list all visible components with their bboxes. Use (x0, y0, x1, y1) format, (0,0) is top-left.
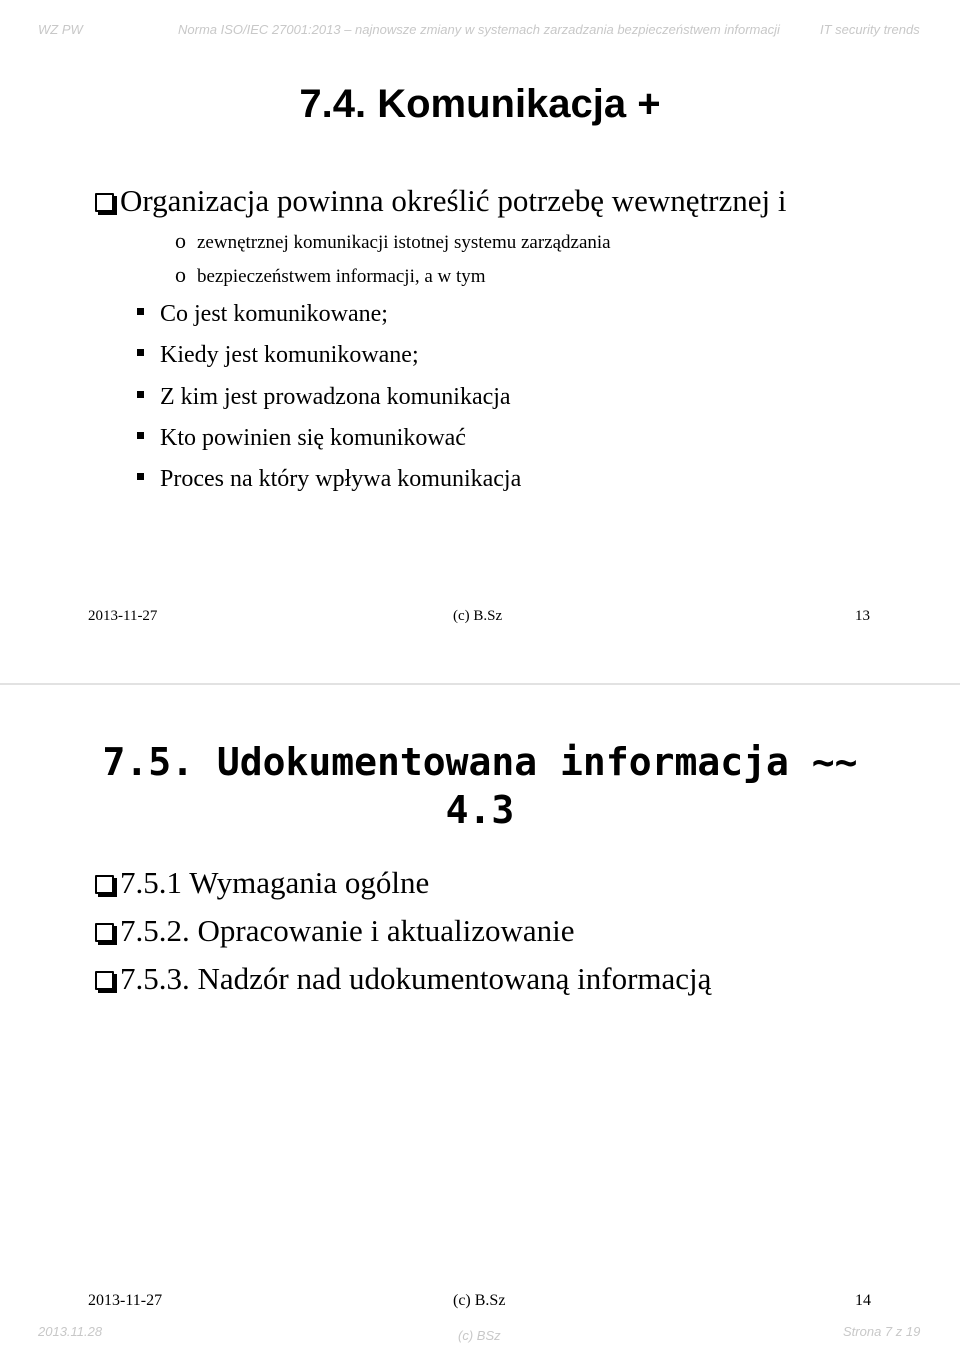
slide13-sub-point (175, 228, 611, 254)
slide13-footer-date: 2013-11-27 (88, 608, 158, 624)
slide13-list-item (137, 384, 511, 411)
slide13-list-item (137, 342, 419, 369)
page-header-right: IT security trends (820, 22, 920, 37)
page-header-left: WZ PW (38, 22, 83, 37)
circle-bullet-icon: o (175, 262, 186, 287)
slide14-list-item-text: 7.5.2. Opracowanie i aktualizowanie (120, 913, 575, 948)
slide13-sub-point-text: bezpieczeństwem informacji, a w tym (197, 266, 486, 287)
slide13-sub-point (175, 262, 486, 288)
square-bullet-icon (137, 473, 144, 480)
slide14-footer-author: (c) B.Sz (453, 1292, 506, 1309)
slide13-list-item (137, 466, 521, 493)
page-footer-center: (c) BSz (458, 1328, 501, 1343)
slide14-title-line2: 4.3 (445, 788, 515, 832)
checkbox-bullet-icon (95, 875, 114, 894)
page-header-center: Norma ISO/IEC 27001:2013 – najnowsze zmiany w systemach zarzadzania bezpieczeństwem informacji (178, 22, 780, 37)
slide14-list-item (95, 961, 711, 997)
slide13-list-item-text: Z kim jest prowadzona komunikacja (160, 384, 511, 410)
slide13-footer-author: (c) B.Sz (453, 608, 503, 624)
slide14-list-item-text: 7.5.1 Wymagania ogólne (120, 865, 430, 900)
page-footer-right: Strona 7 z 19 (843, 1324, 921, 1339)
slide13-list-item-text: Proces na który wpływa komunikacja (160, 466, 522, 492)
slide14-list-item (95, 913, 575, 949)
checkbox-bullet-icon (95, 193, 114, 212)
slide13-list-item (137, 425, 466, 452)
slide13-list-item-text: Kto powinien się komunikować (160, 425, 466, 451)
circle-bullet-icon: o (175, 228, 186, 253)
slide13-sub-point-text: zewnętrznej komunikacji istotnej systemu zarządzania (197, 232, 611, 253)
slide14-footer-date: 2013-11-27 (88, 1292, 163, 1309)
square-bullet-icon (137, 349, 144, 356)
square-bullet-icon (137, 432, 144, 439)
square-bullet-icon (137, 391, 144, 398)
slide13-main-point-text: Organizacja powinna określić potrzebę wewnętrznej i (120, 183, 787, 218)
slide14-title-line1: 7.5. Udokumentowana informacja ~~ (102, 740, 858, 784)
page-footer-left: 2013.11.28 (38, 1324, 103, 1339)
slide14-footer-page: 14 (855, 1292, 871, 1309)
slide14-list-item (95, 865, 429, 901)
slide14-list-item-text: 7.5.3. Nadzór nad udokumentowaną informacją (120, 961, 712, 996)
slide13-list-item-text: Co jest komunikowane; (160, 301, 388, 327)
slide13-footer-page: 13 (855, 608, 870, 624)
slide13-main-point (95, 183, 787, 219)
slide13-title: 7.4. Komunikacja + (299, 82, 661, 126)
slide-divider (0, 683, 960, 685)
checkbox-bullet-icon (95, 971, 114, 990)
slide13-list-item (137, 301, 388, 328)
checkbox-bullet-icon (95, 923, 114, 942)
slide13-list-item-text: Kiedy jest komunikowane; (160, 342, 419, 368)
square-bullet-icon (137, 308, 144, 315)
